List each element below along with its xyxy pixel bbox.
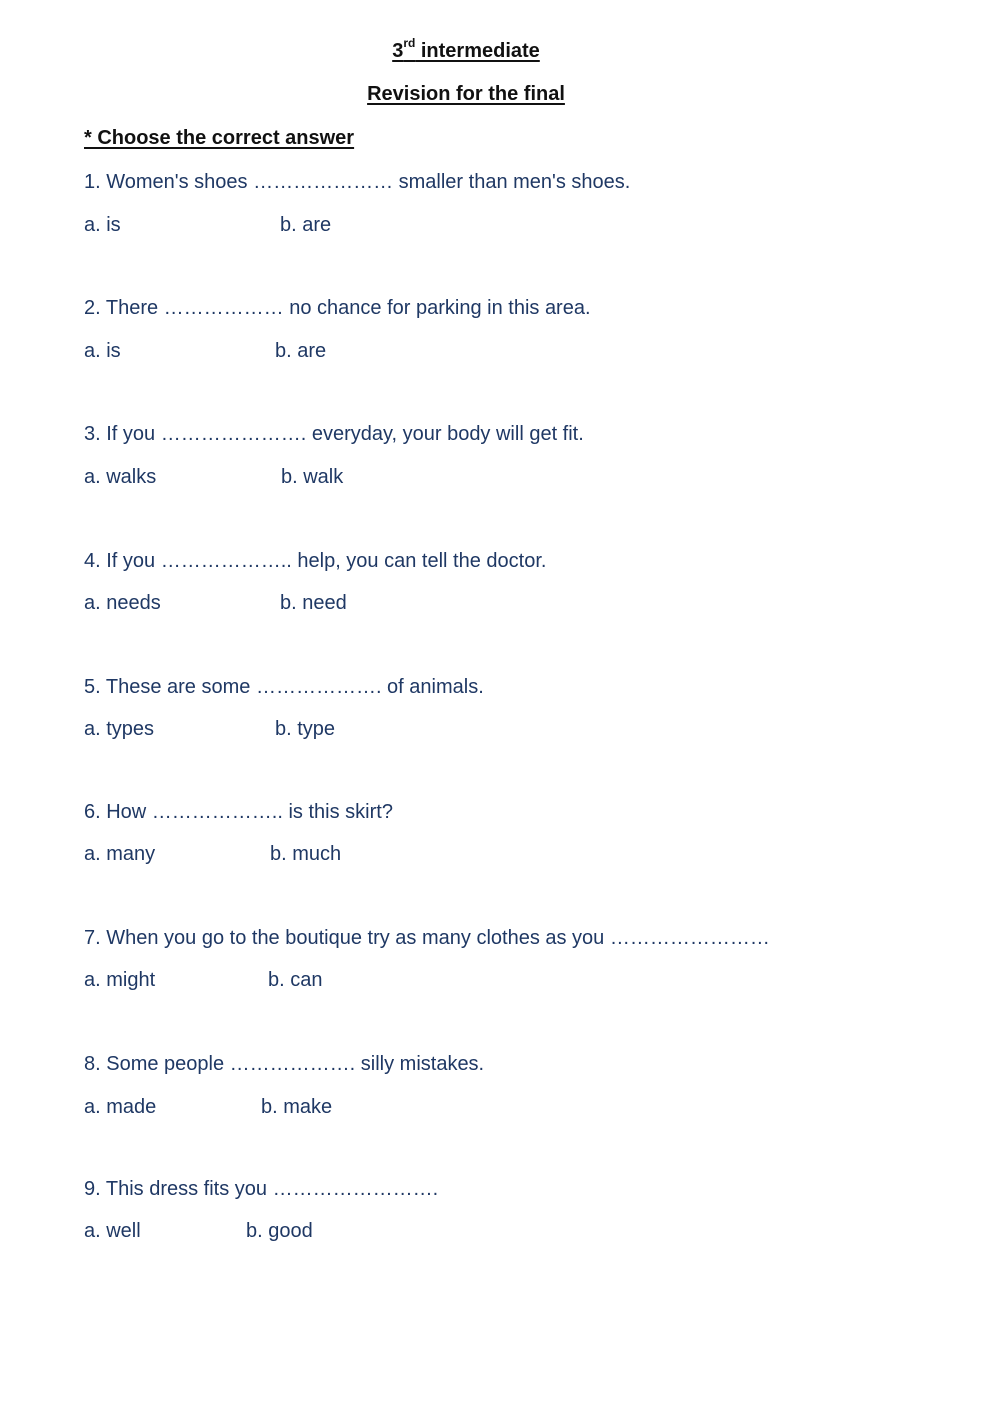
- question-1-text: 1. Women's shoes ………………… smaller than men's shoes.: [84, 171, 631, 193]
- question-5-text: 5. These are some ………………. of animals.: [84, 676, 484, 698]
- question-2-option-b[interactable]: b. are: [275, 340, 327, 362]
- question-4-option-b[interactable]: b. need: [280, 592, 347, 614]
- title-rest: intermediate: [415, 39, 540, 62]
- question-3-option-a[interactable]: a. walks: [84, 466, 157, 488]
- question-5-option-b[interactable]: b. type: [275, 718, 336, 740]
- question-3-text: 3. If you …………………. everyday, your body will get fit.: [84, 423, 584, 445]
- worksheet-subtitle: [0, 83, 932, 106]
- question-8-option-b[interactable]: b. make: [261, 1096, 333, 1118]
- question-3-option-b[interactable]: b. walk: [281, 466, 344, 488]
- question-2-text: 2. There ……………… no chance for parking in this area.: [84, 297, 591, 319]
- question-6-text: 6. How ……………….. is this skirt?: [84, 801, 393, 823]
- question-8-text: 8. Some people ………………. silly mistakes.: [84, 1053, 485, 1075]
- question-1-option-b[interactable]: b. are: [280, 214, 332, 236]
- question-4-text: 4. If you ……………….. help, you can tell the doctor.: [84, 550, 547, 572]
- subtitle-text: Revision for the final: [367, 83, 565, 105]
- question-5-option-a[interactable]: a. types: [84, 718, 155, 740]
- question-9-text: 9. This dress fits you …………………….: [84, 1178, 439, 1200]
- question-7-option-a[interactable]: a. might: [84, 969, 156, 991]
- question-9-option-a[interactable]: a. well: [84, 1220, 141, 1242]
- instruction-heading: * Choose the correct answer: [84, 127, 355, 149]
- question-9-option-b[interactable]: b. good: [246, 1220, 313, 1242]
- worksheet-title: [0, 38, 932, 63]
- question-7-option-b[interactable]: b. can: [268, 969, 323, 991]
- question-7-text: 7. When you go to the boutique try as many clothes as you ……………………: [84, 927, 770, 949]
- question-4-option-a[interactable]: a. needs: [84, 592, 161, 614]
- question-1-option-a[interactable]: a. is: [84, 214, 121, 236]
- question-6-option-b[interactable]: b. much: [270, 843, 342, 865]
- question-2-option-a[interactable]: a. is: [84, 340, 121, 362]
- question-8-option-a[interactable]: a. made: [84, 1096, 157, 1118]
- title-ordinal-suffix: rd: [403, 36, 416, 50]
- question-6-option-a[interactable]: a. many: [84, 843, 156, 865]
- title-level: 3: [392, 39, 404, 62]
